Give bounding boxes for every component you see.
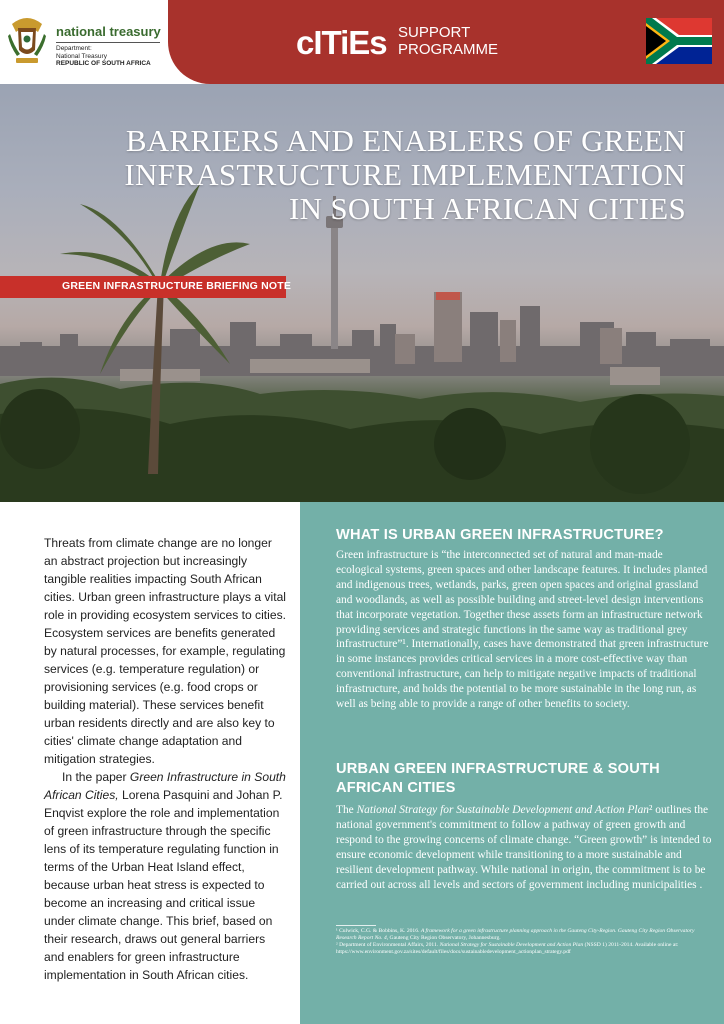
info-panel <box>300 502 724 1024</box>
section-body-what-is <box>336 548 712 712</box>
briefing-tag <box>0 276 292 298</box>
hero-cityscape-photo <box>0 84 724 502</box>
org-name: national treasury <box>56 24 161 39</box>
title-line-3: IN SOUTH AFRICAN CITIES <box>288 191 686 226</box>
title-line-2: INFRASTRUCTURE IMPLEMENTATION <box>124 157 686 192</box>
heading-sa-line-2: AFRICAN CITIES <box>336 780 456 796</box>
strategy-body: ² outlines the national government's commitment to follow a pathway of green growth and respond to the growing concerns of climate change. “Green growth” is intended to ensure economic development while transitioning to a more sustainable and resilient development pathway. While national in origin, the commitment is to be carried out across all levels and sectors of government including municipalities . <box>336 804 712 891</box>
fn1-lead: ¹ Culwick, C.G. & Bobbins, K. 2016. <box>336 928 421 934</box>
program-line-2: PROGRAMME <box>398 41 499 58</box>
south-africa-flag-icon <box>646 18 712 64</box>
section-heading-south-africa <box>336 760 660 798</box>
org-sub-department: Department: <box>56 45 92 52</box>
fn1-title: A framework for a green infrastructure planning approach in the Gauteng City-Region. Gauteng City Region Observatory Research Report No. 4, <box>336 928 695 941</box>
intro-p2-body: Lorena Pasquini and Johan P. Enqvist explore the role and implementation of green infrastructure through the specific lens of its temperature regulating function in terms of the Urban Heat Island effect, because urban heat stress is expected to become an increasing and critical issue under climate change. This brief, based on their research, draws out general barriers and enablers for green infrastructure implementation in South African cities. <box>44 788 283 982</box>
org-sub-treasury: National Treasury <box>56 52 107 60</box>
definition-paragraph: Green infrastructure is “the interconnected set of natural and man-made ecological systems, green spaces and other landscape features. It includes planted and indigenous trees, wetlands, parks, green open spaces and original grassland and woodlands, as well as possible building and street-level design interventions that incorporate vegetation. Together these assets form an infrastructure network providing services and strategic functions in the same way as traditional grey infrastructure”¹. Internationally, cases have demonstrated that green infrastructure in some instances provides critical services in a more cost-effective way than conventional infrastructure, can help to mitigate negative impacts of traditional infrastructure, and holds the potential to be more sustainable in the long run, as well as being able to provide a range of other benefits to society. <box>336 549 709 711</box>
cities-logo: cITiEs <box>296 24 387 61</box>
title-line-1: BARRIERS AND ENABLERS OF GREEN <box>125 123 686 158</box>
intro-text <box>44 534 286 984</box>
page-title <box>20 124 686 226</box>
footnote-2 <box>336 942 712 956</box>
section-body-south-africa <box>336 803 712 892</box>
program-line-1: SUPPORT <box>398 24 471 41</box>
strategy-lead: The <box>336 804 357 816</box>
paper-title: Green Infrastructure in South African Cities, <box>44 770 286 802</box>
fn2-lead: ² Department of Environmental Affairs, 2011. <box>336 942 440 948</box>
fn2-title: National Strategy for Sustainable Development and Action Plan <box>439 942 584 948</box>
heading-sa-line-1: URBAN GREEN INFRASTRUCTURE & SOUTH <box>336 761 660 777</box>
footnote-1 <box>336 928 712 942</box>
fn1-tail: Gauteng City Region Observatory, Johannesburg. <box>388 935 501 941</box>
section-heading-what-is: WHAT IS URBAN GREEN INFRASTRUCTURE? <box>336 527 664 543</box>
program-name <box>398 24 498 58</box>
org-sub-republic: REPUBLIC OF SOUTH AFRICA <box>56 60 151 67</box>
header-logo-area <box>0 0 168 84</box>
strategy-paragraph <box>336 803 712 892</box>
footnotes <box>336 928 712 956</box>
intro-p2-lead: In the paper <box>62 770 130 784</box>
fn2-tail: (NSSD 1) 2011-2014. Available online at: https://www.environment.gov.za/sites/default/files/docs/sustainabledevelopment_actionplan_strategy.pdf <box>336 942 679 955</box>
intro-paragraph-2 <box>44 768 286 984</box>
footnote-divider <box>336 925 376 926</box>
org-subtitle <box>56 45 151 68</box>
org-divider <box>56 42 160 43</box>
coat-of-arms-icon <box>8 14 46 66</box>
intro-paragraph-1: Threats from climate change are no longer an abstract projection but increasingly tangible realities impacting South African cities. Urban green infrastructure plays a vital role in providing ecosystem services to cities. Ecosystem services are benefits generated by natural processes, for example, regulating services (e.g. temperature regulation) or provisioning services (e.g. food crops or building material). These services benefit urban residents directly and are also key to cities' climate change adaptation and mitigation strategies. <box>44 536 286 766</box>
strategy-title: National Strategy for Sustainable Development and Action Plan <box>356 804 649 816</box>
intro-column <box>0 502 300 1024</box>
briefing-tag-label: GREEN INFRASTRUCTURE BRIEFING NOTE <box>62 280 292 292</box>
